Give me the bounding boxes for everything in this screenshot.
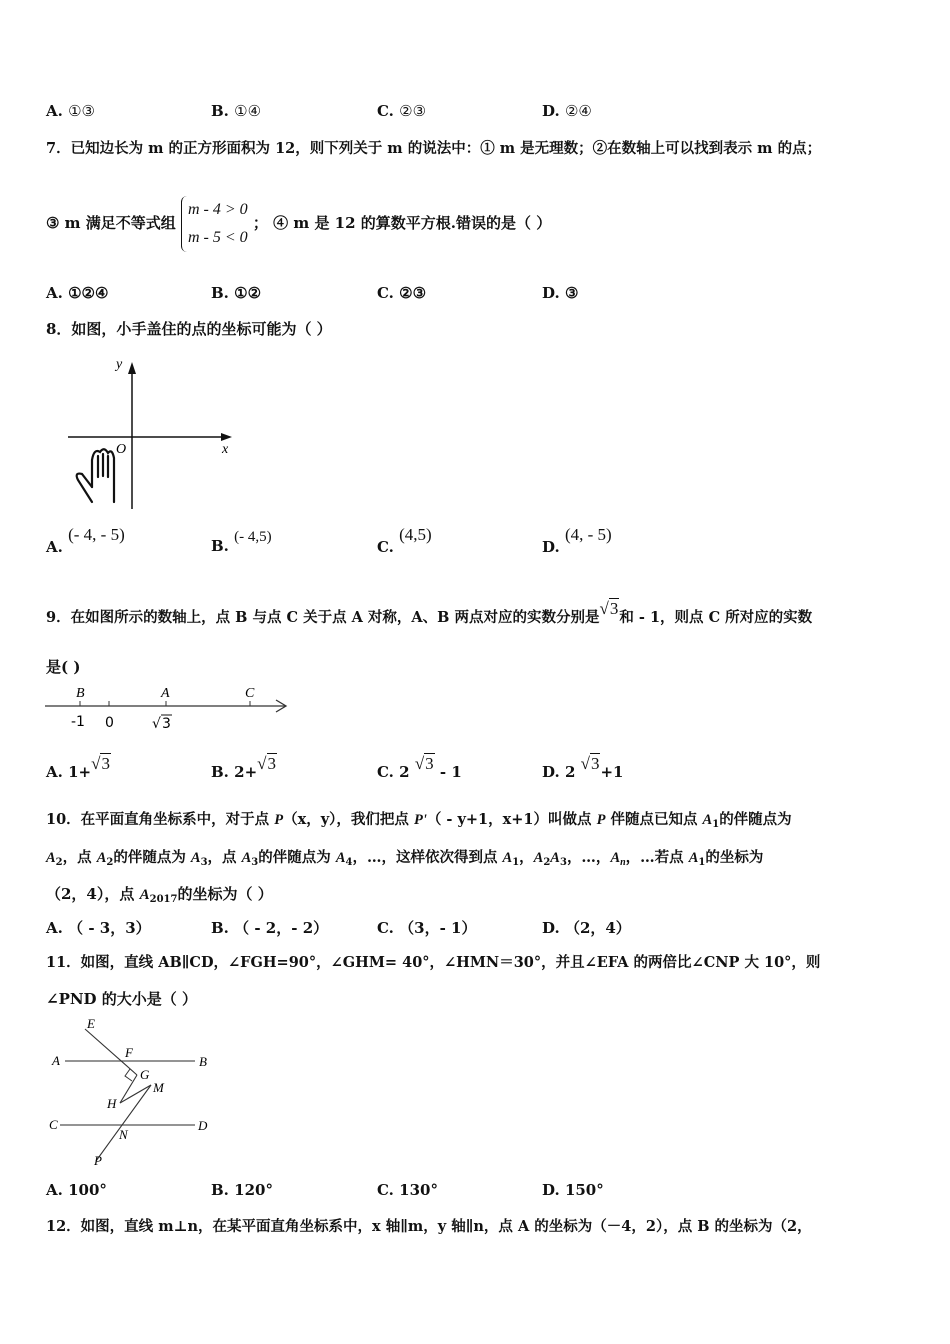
radicand: 3 xyxy=(425,754,434,773)
option-value: 130° xyxy=(399,1181,438,1199)
point-a: A xyxy=(550,850,560,866)
q11-option-d[interactable] xyxy=(542,1181,604,1199)
q10-stem-line3 xyxy=(46,883,273,905)
option-letter: B. xyxy=(211,1181,229,1199)
label-p: P xyxy=(94,1153,102,1167)
q6-option-b[interactable] xyxy=(211,102,261,120)
q10-stem-line1 xyxy=(46,808,792,830)
option-letter: D. xyxy=(542,538,560,556)
option-value: （3，- 1） xyxy=(399,919,477,937)
option-letter: D. xyxy=(542,102,560,120)
label-c: C xyxy=(49,1117,58,1132)
option-value: (4, - 5) xyxy=(564,525,612,544)
sqrt-3: √3 xyxy=(414,754,434,773)
hand-icon xyxy=(77,449,114,502)
subscript: 1 xyxy=(512,857,520,868)
q8-option-c[interactable] xyxy=(377,525,432,557)
point-a: A xyxy=(46,850,56,866)
point-b-label: B xyxy=(76,686,85,701)
option-value: ②④ xyxy=(564,102,592,120)
q8-option-a[interactable] xyxy=(46,525,125,557)
text: ， xyxy=(519,849,534,866)
subscript: 2 xyxy=(543,857,551,868)
q7-stem-line2 xyxy=(46,196,551,252)
radicand: 3 xyxy=(267,754,276,773)
subscript: 3 xyxy=(559,857,567,868)
q11-stem-line2: ∠PND 的大小是（ ） xyxy=(46,990,198,1008)
option-post: - 1 xyxy=(434,763,462,781)
q7-option-c[interactable] xyxy=(377,284,426,302)
label-n: N xyxy=(119,1127,128,1142)
q6-option-a[interactable] xyxy=(46,102,95,120)
option-value: ③ xyxy=(564,284,579,302)
right-angle-mark xyxy=(125,1069,132,1081)
point-a: A xyxy=(688,850,699,866)
label-f: F xyxy=(125,1045,133,1060)
q10-option-c[interactable] xyxy=(377,917,476,938)
q11-option-b[interactable] xyxy=(211,1181,273,1199)
label-m: M xyxy=(153,1080,164,1095)
option-letter: B. xyxy=(211,102,229,120)
q10-stem-line2 xyxy=(46,846,763,868)
option-letter: C. xyxy=(377,102,394,120)
point-c-label: C xyxy=(245,686,255,701)
q9-stem-line1 xyxy=(46,599,813,627)
option-post: +1 xyxy=(600,763,624,781)
q7-option-a[interactable] xyxy=(46,284,108,302)
inequality-system xyxy=(181,196,248,252)
text: ，点 xyxy=(62,849,97,866)
label-d: D xyxy=(198,1118,208,1133)
q7-suffix: ； ④ m 是 12 的算数平方根.错误的是（ ） xyxy=(252,214,552,232)
sqrt-3: √3 xyxy=(91,754,110,773)
x-arrow-icon xyxy=(221,433,232,441)
label-g: G xyxy=(140,1067,150,1082)
q9-option-b[interactable] xyxy=(211,754,277,782)
subscript: 3 xyxy=(251,857,259,868)
q12-stem-line1: 12．如图，直线 m⊥n，在某平面直角坐标系中，x 轴∥m，y 轴∥n，点 A 的坐标为（－4，2），点 B 的坐标为（2， xyxy=(46,1218,812,1235)
inequality-1: m - 4 > 0 xyxy=(188,201,248,218)
point-p: P xyxy=(596,812,606,828)
q11-option-c[interactable] xyxy=(377,1181,438,1199)
tick-sqrt3: √ xyxy=(152,716,161,732)
q11-stem-line1: 11．如图，直线 AB∥CD，∠FGH=90°，∠GHM= 40°，∠HMN＝30°，并且∠EFA 的两倍比∠CNP 大 10°，则 xyxy=(46,954,821,971)
option-letter: D. xyxy=(542,763,560,781)
q9-option-c[interactable] xyxy=(377,754,462,782)
q10-option-a[interactable] xyxy=(46,917,151,938)
subscript: n xyxy=(620,857,626,868)
subscript: 3 xyxy=(200,857,208,868)
q7-prefix: ③ m 满足不等式组 xyxy=(46,214,176,232)
subscript: 4 xyxy=(345,857,353,868)
option-value: ①② xyxy=(234,284,262,302)
text: 的伴随点为 xyxy=(258,849,336,866)
y-axis-label: y xyxy=(116,357,123,372)
option-value: （2，4） xyxy=(564,919,631,937)
segment-hm xyxy=(120,1085,151,1103)
text: （x，y），我们把点 xyxy=(283,811,414,828)
q7-option-d[interactable] xyxy=(542,284,578,302)
q9-option-a[interactable] xyxy=(46,754,111,782)
option-letter: A. xyxy=(46,1181,63,1199)
option-letter: B. xyxy=(211,537,229,555)
point-a: A xyxy=(190,850,201,866)
label-b: B xyxy=(199,1054,207,1069)
sqrt-3: √3 xyxy=(257,754,276,773)
option-value: （ - 2，- 2） xyxy=(234,919,329,937)
option-letter: C. xyxy=(377,919,394,937)
point-a: A xyxy=(335,850,346,866)
option-pre: 2 xyxy=(399,763,410,781)
option-pre: 2 xyxy=(564,763,576,781)
point-a: A xyxy=(96,850,107,866)
point-a-label: A xyxy=(161,686,170,701)
option-value: (- 4, - 5) xyxy=(68,525,125,544)
option-letter: C. xyxy=(377,284,394,302)
option-pre: 1+ xyxy=(68,763,92,781)
option-letter: C. xyxy=(377,538,394,556)
segment-gh xyxy=(120,1075,137,1103)
q9-stem-line2: 是( ) xyxy=(46,658,81,676)
subscript: 1 xyxy=(698,857,706,868)
q9-option-d[interactable] xyxy=(542,754,624,782)
option-letter: A. xyxy=(46,763,63,781)
text: 的伴随点为 xyxy=(113,849,191,866)
y-arrow-icon xyxy=(128,362,136,374)
q8-coordinate-figure xyxy=(60,352,250,514)
option-letter: D. xyxy=(542,1181,560,1199)
q8-option-b[interactable] xyxy=(211,529,272,556)
option-value: ②③ xyxy=(399,284,427,302)
option-value: ②③ xyxy=(399,102,427,120)
q9-text-a: 9．在如图所示的数轴上，点 B 与点 C 关于点 A 对称，A、B 两点对应的实数分别是 xyxy=(46,609,600,626)
point-a: A xyxy=(139,887,150,903)
q9-text-b: 和 - 1，则点 C 所对应的实数 xyxy=(619,609,813,626)
text: ，…，这样依次得到点 xyxy=(352,849,503,866)
q11-option-a[interactable] xyxy=(46,1181,107,1199)
point-a: A xyxy=(241,850,252,866)
option-letter: B. xyxy=(211,763,229,781)
text: 的坐标为（ ） xyxy=(177,885,273,903)
sqrt-3: √3 xyxy=(580,754,600,773)
tick-minus-1: -1 xyxy=(71,714,85,730)
option-letter: A. xyxy=(46,919,63,937)
point-p-prime: P' xyxy=(413,812,427,828)
tick-0: 0 xyxy=(105,715,114,731)
point-a: A xyxy=(533,850,544,866)
option-value: ①②④ xyxy=(68,284,109,302)
label-a: A xyxy=(52,1053,60,1068)
tick-sqrt3-radicand: 3 xyxy=(162,716,171,732)
radicand: 3 xyxy=(609,599,619,618)
radicand: 3 xyxy=(101,754,110,773)
option-letter: C. xyxy=(377,1181,394,1199)
q6-option-d[interactable] xyxy=(542,102,592,120)
option-value: ①④ xyxy=(234,102,262,120)
q10-option-b[interactable] xyxy=(211,917,328,938)
sqrt-3: √3 xyxy=(599,599,619,618)
text: 伴随点已知点 xyxy=(605,811,703,828)
option-letter: B. xyxy=(211,919,229,937)
q7-stem-line1: 7．已知边长为 m 的正方形面积为 12，则下列关于 m 的说法中：① m 是无理数；②在数轴上可以找到表示 m 的点； xyxy=(46,140,822,157)
origin-label: O xyxy=(116,442,127,457)
option-letter: C. xyxy=(377,763,394,781)
subscript: 2017 xyxy=(149,894,178,905)
point-a: A xyxy=(502,850,513,866)
inequality-2: m - 5 < 0 xyxy=(188,229,248,246)
label-e: E xyxy=(87,1016,95,1031)
subscript: 2 xyxy=(55,857,63,868)
x-axis-label: x xyxy=(222,442,229,457)
option-value: ①③ xyxy=(68,102,96,120)
label-h: H xyxy=(107,1096,117,1111)
point-a: A xyxy=(610,850,621,866)
text: （2，4），点 xyxy=(46,885,140,903)
point-p: P xyxy=(274,812,284,828)
text: （ - y+1，x+1）叫做点 xyxy=(426,811,597,828)
q7-option-b[interactable] xyxy=(211,284,261,302)
q10-option-d[interactable] xyxy=(542,917,631,938)
q11-parallel-lines-figure xyxy=(40,1015,220,1167)
q8-stem: 8．如图，小手盖住的点的坐标可能为（ ） xyxy=(46,320,332,338)
text: ，…若点 xyxy=(625,849,689,866)
point-a: A xyxy=(702,812,713,828)
text: ，…， xyxy=(566,849,611,866)
subscript: 2 xyxy=(106,857,114,868)
subscript: 1 xyxy=(712,819,720,830)
q8-option-d[interactable] xyxy=(542,525,612,557)
option-value: 120° xyxy=(234,1181,273,1199)
option-letter: A. xyxy=(46,284,63,302)
text: 10．在平面直角坐标系中，对于点 xyxy=(46,811,275,828)
q6-option-c[interactable] xyxy=(377,102,426,120)
option-value: （ - 3，3） xyxy=(68,919,151,937)
option-letter: A. xyxy=(46,102,63,120)
option-value: 100° xyxy=(68,1181,107,1199)
radicand: 3 xyxy=(590,754,600,773)
option-value: 150° xyxy=(564,1181,604,1199)
option-letter: A. xyxy=(46,538,63,556)
q9-number-line xyxy=(40,682,300,737)
text: ，点 xyxy=(207,849,242,866)
option-value: (4,5) xyxy=(399,525,432,544)
option-letter: D. xyxy=(542,284,560,302)
option-letter: B. xyxy=(211,284,229,302)
option-letter: D. xyxy=(542,919,560,937)
text: 的伴随点为 xyxy=(719,811,792,828)
option-pre: 2+ xyxy=(234,763,258,781)
text: 的坐标为 xyxy=(705,849,764,866)
option-value: (- 4,5) xyxy=(234,529,272,545)
